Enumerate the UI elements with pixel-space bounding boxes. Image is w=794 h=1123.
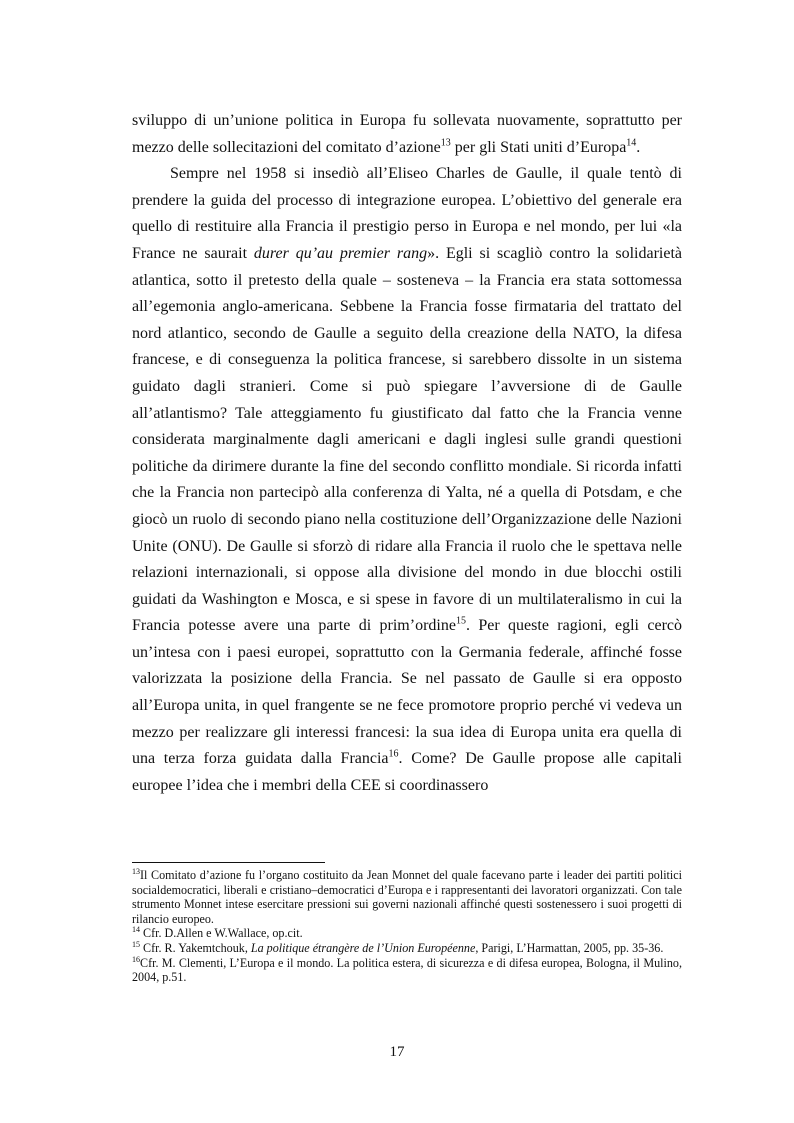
footnote-15: $^{15}$ Cfr. R. Yakemtchouk, La politique étrangère de l’Union Européenne, Parigi, L’Harmattan, 2005, pp. 35-36. [132, 939, 664, 955]
footnote-ref-13[interactable]: 13 [440, 137, 451, 149]
paragraph-2: Sempre nel 1958 si insediò all’Eliseo Charles de Gaulle, il quale tentò di prendere la guida del processo di integrazione europea. L’obiettivo del generale era quello di restituire alla Francia il prestigio perso in Europa e nel mondo, per lui «la France ne saurait durer qu’au premier rang». Egli si scagliò contro la solidarietà atlantica, sotto il pretesto della quale – sosteneva – la Francia era stata sottomessa all’egemonia anglo-americana. Sebbene la Francia fosse firmataria del trattato del nord atlantico, secondo de Gaulle a seguito della creazione della NATO, la difesa francese, e di conseguenza la politica francese, si sarebbero dissolte in un sistema guidato dagli stranieri. Come si può spiegare l’avversione di de Gaulle all’atlantismo? Tale atteggiamento fu giustificato dal fatto che la Francia venne considerata marginalmente dagli americani e dagli inglesi sulle grandi questioni politiche da dirimere durante la fine del secondo conflitto mondiale. Si ricorda infatti che la Francia non partecipò alla conferenza di Yalta, né a quella di Potsdam, e che giocò un ruolo di secondo piano nella costituzione dell’Organizzazione delle Nazioni Unite (ONU). De Gaulle si sforzò di ridare alla Francia il ruolo che le spettava nelle relazioni internazionali, si oppose alla divisione del mondo in due blocchi ostili guidati da Washington e Mosca, e si spese in favore di un multilateralismo in cui la Francia potesse avere una parte di prim’ordine$^{15}$. Per queste ragioni, egli cercò un’intesa con i paesi europei, soprattutto con la Germania federale, affinché fosse valorizzata la posizione della Francia. Se nel passato de Gaulle si era opposto all’Europa unita, in quel frangente se ne fece promotore proprio perché vi vedeva un mezzo per realizzare gli interessi francesi: la sua idea di Europa unita era quella di una terza forza guidata dalla Francia$^{16}$. Come? De Gaulle propose alle capitali europee l’idea che i membri della CEE si coordinassero [132, 165, 683, 794]
italic-quote: durer qu’au premier rang [253, 244, 428, 262]
footnote-ref-14[interactable]: 14 [626, 137, 637, 149]
footnote-divider [132, 862, 325, 863]
paragraph-1: sviluppo di un’unione politica in Europa fu sollevata nuovamente, soprattutto per mezzo delle sollecitazioni del comitato d’azione$^{13}$ per gli Stati uniti d’Europa$^{14}$. [132, 112, 682, 156]
main-text [132, 108, 682, 799]
page-number: 17 [389, 1044, 405, 1060]
page-body [132, 108, 682, 799]
footnote-ref-16[interactable]: 16 [388, 748, 399, 760]
footnote-16: $^{16}$Cfr. M. Clementi, L’Europa e il mondo. La politica estera, di sicurezza e di difesa europea, Bologna, il Mulino, 2004, p.51. [132, 954, 682, 985]
footnote-ref-15[interactable]: 15 [455, 615, 466, 627]
footnote-13: $^{13}$Il Comitato d’azione fu l’organo costituito da Jean Monnet del quale facevano parte i leader dei partiti politici socialdemocratici, liberali e cristiano–democratici d’Europa e i rappresentanti dei lavoratori organizzati. Con tale strumento Monnet intese esercitare pressioni sui governi nazionali affinché questi sostenessero i suoi progetti di rilancio europeo. [132, 866, 682, 926]
footnote-14: $^{14}$ Cfr. D.Allen e W.Wallace, op.cit. [132, 925, 303, 941]
footnotes [132, 868, 682, 985]
